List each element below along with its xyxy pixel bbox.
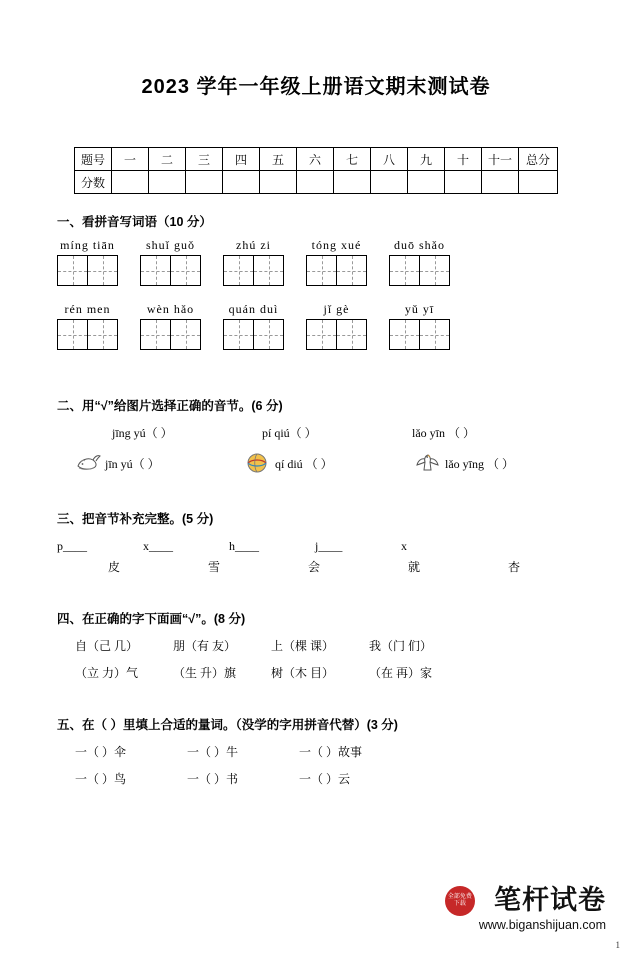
tianzige-cell[interactable] (87, 255, 118, 286)
tianzige-group[interactable] (140, 255, 201, 286)
watermark (447, 878, 606, 932)
score-cell[interactable] (482, 171, 519, 194)
score-col-header: 十 (445, 148, 482, 171)
score-col-header: 九 (408, 148, 445, 171)
q3-prompt[interactable]: x____ (143, 539, 173, 553)
q1-item (223, 238, 284, 286)
q5-item[interactable]: 一（ ）牛 (187, 745, 239, 759)
section-heading-5: 五、在（ ）里填上合适的量词。（没学的字用拼音代替）(3 分) (57, 718, 398, 732)
q1-item (389, 302, 450, 350)
score-col-header: 五 (260, 148, 297, 171)
q2-option[interactable]: lǎo yīn （ ） (412, 426, 475, 440)
tianzige-group[interactable] (306, 319, 367, 350)
score-cell[interactable] (149, 171, 186, 194)
tianzige-group[interactable] (223, 319, 284, 350)
tianzige-cell[interactable] (57, 255, 88, 286)
q3-char: 雪 (207, 560, 220, 574)
q5-item[interactable]: 一（ ）云 (299, 772, 351, 786)
watermark-url: www.biganshijuan.com (478, 918, 606, 932)
tianzige-group[interactable] (389, 319, 450, 350)
eagle-icon (415, 451, 441, 475)
q2-option-text[interactable]: qí diú （ ） (275, 456, 333, 471)
q2-option-with-icon (245, 451, 415, 475)
q1-item (389, 238, 450, 286)
q1-item (57, 238, 118, 286)
q1-row-1 (57, 238, 632, 286)
pinyin-label: zhú zi (236, 238, 271, 252)
tianzige-cell[interactable] (140, 319, 171, 350)
q3-prompt[interactable]: p____ (57, 539, 87, 553)
q2-line-1 (57, 424, 632, 441)
watermark-name: 笔杆试卷 (494, 885, 606, 915)
tianzige-cell[interactable] (223, 319, 254, 350)
tianzige-cell[interactable] (389, 319, 420, 350)
tianzige-cell[interactable] (170, 319, 201, 350)
q1-item (306, 302, 367, 350)
ball-icon (245, 451, 271, 475)
score-col-header: 六 (297, 148, 334, 171)
section-heading-4: 四、在正确的字下面画“√”。(8 分) (57, 612, 246, 626)
pinyin-label: quán duì (228, 302, 279, 316)
q5-item[interactable]: 一（ ）鸟 (75, 772, 127, 786)
score-row-label: 题号 (75, 148, 112, 171)
q3-char: 皮 (107, 560, 120, 574)
worksheet-page (0, 70, 632, 958)
score-cell[interactable] (445, 171, 482, 194)
score-cell[interactable] (260, 171, 297, 194)
q4-item[interactable]: 上（棵 课） (271, 639, 335, 653)
q5-item[interactable]: 一（ ）故事 (299, 745, 363, 759)
tianzige-group[interactable] (140, 319, 201, 350)
q3-answer-row (57, 558, 632, 575)
score-col-header: 三 (186, 148, 223, 171)
score-col-header: 十一 (482, 148, 519, 171)
q4-item[interactable]: 自（己 几） (75, 639, 139, 653)
score-col-header: 一 (112, 148, 149, 171)
q1-row-2 (57, 302, 632, 350)
pinyin-label: wèn hǎo (146, 302, 195, 316)
q1-item (140, 302, 201, 350)
tianzige-cell[interactable] (419, 319, 450, 350)
table-row (75, 148, 558, 171)
page-title: 2023 学年一年级上册语文期末测试卷 (141, 76, 491, 98)
score-col-header: 八 (371, 148, 408, 171)
score-cell[interactable] (334, 171, 371, 194)
score-col-header: 四 (223, 148, 260, 171)
score-table (74, 147, 558, 194)
q3-char: 杏 (507, 560, 520, 574)
score-cell[interactable] (223, 171, 260, 194)
q2-option-text[interactable]: lǎo yīng （ ） (445, 456, 514, 471)
score-col-header: 总分 (519, 148, 558, 171)
q4-item[interactable]: （立 力）气 (75, 666, 139, 680)
q1-item (57, 302, 118, 350)
q5-item[interactable]: 一（ ）书 (187, 772, 239, 786)
pinyin-label: tóng xué (311, 238, 362, 252)
table-row (75, 171, 558, 194)
score-cell[interactable] (186, 171, 223, 194)
pinyin-label: duō shǎo (394, 238, 445, 252)
q4-item[interactable]: （生 升）旗 (173, 666, 237, 680)
q2-line-2 (57, 451, 632, 475)
free-download-badge: 全部免费 下载 (445, 886, 475, 916)
q3-prompt[interactable]: j____ (315, 539, 343, 553)
q3-prompt[interactable]: x (401, 539, 407, 553)
q2-option[interactable]: jīng yú（ ） (112, 426, 173, 440)
tianzige-cell[interactable] (306, 319, 337, 350)
tianzige-group[interactable] (57, 319, 118, 350)
tianzige-cell[interactable] (419, 255, 450, 286)
section-heading-2: 二、用“√”给图片选择正确的音节。(6 分) (57, 399, 283, 413)
q2-block (57, 424, 632, 475)
q2-option-with-icon (75, 451, 245, 475)
pinyin-label: yǔ yī (404, 302, 435, 316)
whale-icon (75, 451, 101, 475)
score-cell[interactable] (112, 171, 149, 194)
score-cell[interactable] (371, 171, 408, 194)
tianzige-cell[interactable] (306, 255, 337, 286)
score-col-header: 二 (149, 148, 186, 171)
section-heading-1: 一、看拼音写词语（10 分） (57, 215, 212, 229)
q5-line-2 (75, 770, 632, 787)
tianzige-cell[interactable] (170, 255, 201, 286)
pinyin-label: jǐ gè (323, 302, 350, 316)
tianzige-cell[interactable] (223, 255, 254, 286)
q2-option-text[interactable]: jīn yú（ ） (105, 456, 160, 471)
q4-line-1 (75, 637, 632, 654)
tianzige-cell[interactable] (253, 319, 284, 350)
q3-prompt[interactable]: h____ (229, 539, 259, 553)
q4-item[interactable]: （在 再）家 (369, 666, 433, 680)
pinyin-label: rén men (64, 302, 111, 316)
tianzige-cell[interactable] (87, 319, 118, 350)
q1-item (223, 302, 284, 350)
q4-item[interactable]: 朋（有 友） (173, 639, 237, 653)
tianzige-cell[interactable] (336, 255, 367, 286)
score-table-wrap (0, 147, 632, 194)
tianzige-group[interactable] (223, 255, 284, 286)
section-heading-3: 三、把音节补充完整。(5 分) (57, 512, 214, 526)
q5-line-1 (75, 743, 632, 760)
pinyin-label: míng tiān (60, 238, 115, 252)
tianzige-group[interactable] (389, 255, 450, 286)
q4-line-2 (75, 664, 632, 681)
score-cell[interactable] (297, 171, 334, 194)
q1-item (306, 238, 367, 286)
score-cell[interactable] (519, 171, 558, 194)
score-col-header: 七 (334, 148, 371, 171)
tianzige-group[interactable] (57, 255, 118, 286)
tianzige-cell[interactable] (140, 255, 171, 286)
q3-char: 会 (307, 560, 320, 574)
q4-item[interactable]: 树（木 目） (271, 666, 335, 680)
page-number: 1 (615, 940, 620, 950)
q4-item[interactable]: 我（门 们） (369, 639, 433, 653)
q3-char: 就 (407, 560, 420, 574)
tianzige-cell[interactable] (253, 255, 284, 286)
q3-prompt-row (57, 539, 632, 554)
tianzige-cell[interactable] (389, 255, 420, 286)
tianzige-cell[interactable] (57, 319, 88, 350)
tianzige-group[interactable] (306, 255, 367, 286)
q2-option[interactable]: pí qiú（ ） (262, 426, 317, 440)
q5-item[interactable]: 一（ ）伞 (75, 745, 127, 759)
tianzige-cell[interactable] (336, 319, 367, 350)
q1-item (140, 238, 201, 286)
score-row-label: 分数 (75, 171, 112, 194)
q2-option-with-icon (415, 451, 585, 475)
pinyin-label: shuǐ guǒ (145, 238, 195, 252)
score-cell[interactable] (408, 171, 445, 194)
